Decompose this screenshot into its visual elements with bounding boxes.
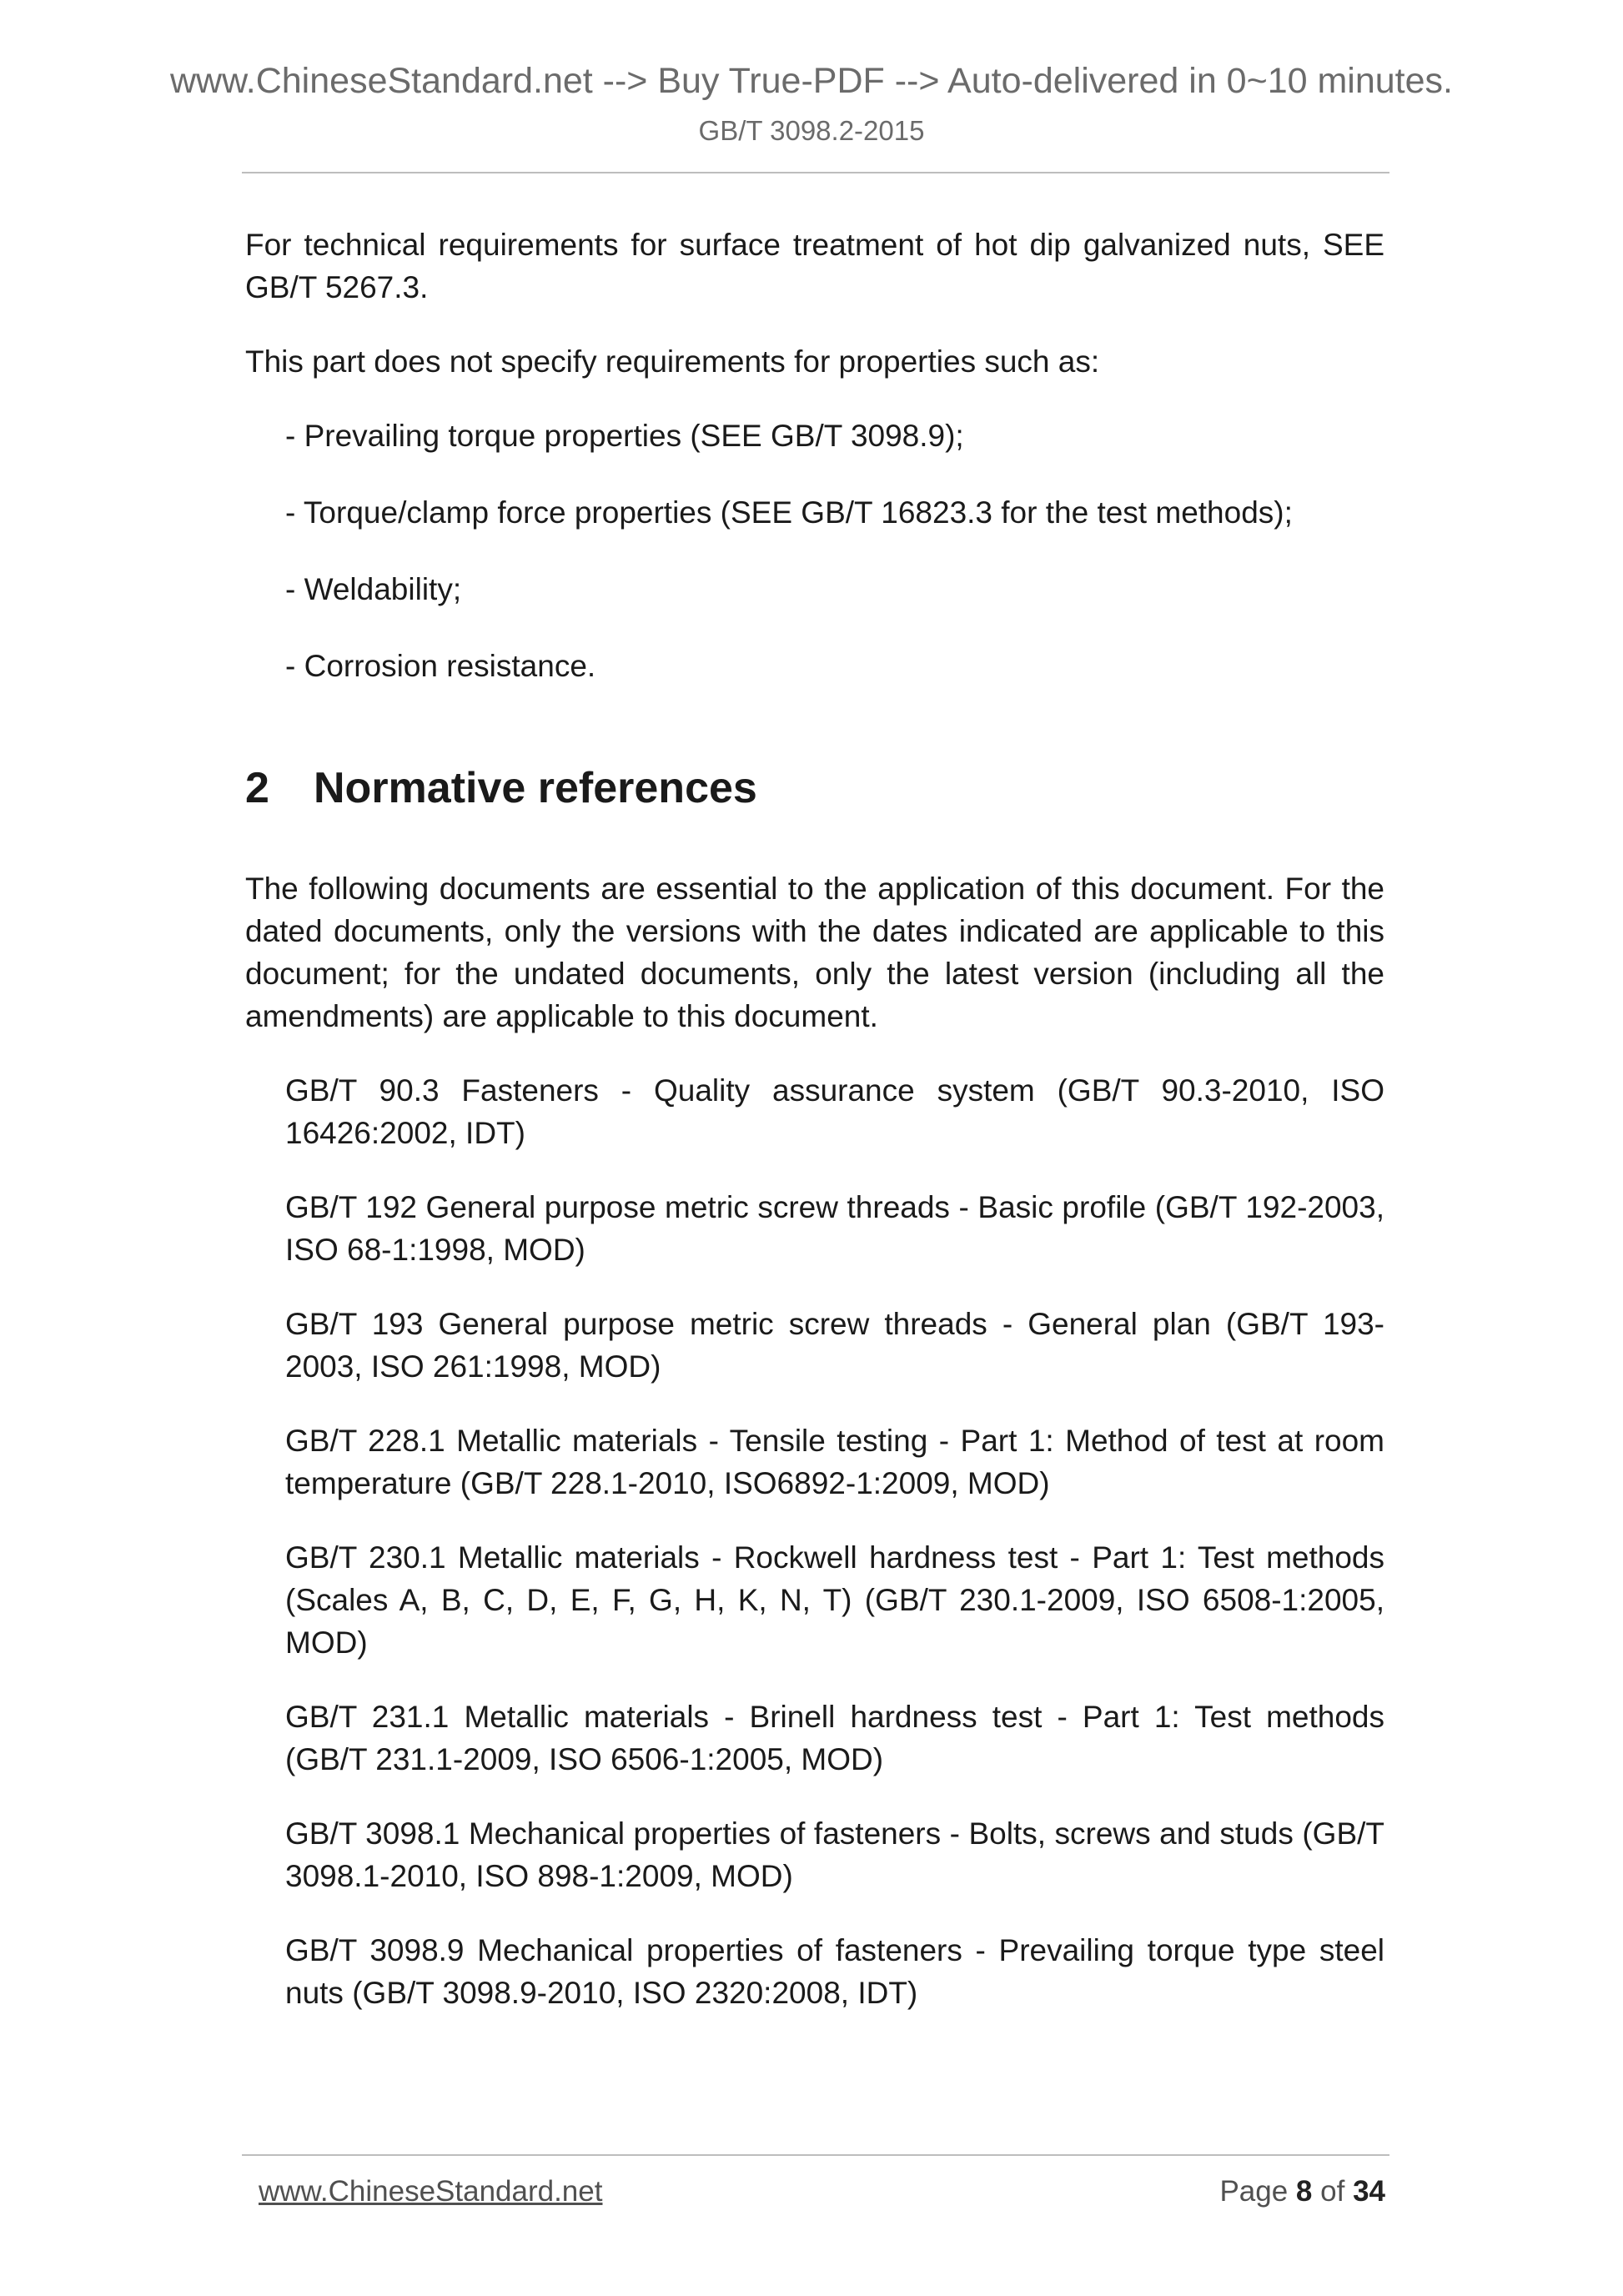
list-item: - Corrosion resistance.	[285, 649, 596, 683]
reference-item: GB/T 231.1 Metallic materials - Brinell hardness test - Part 1: Test methods (GB/T 231.1-2009, ISO 6506-1:2005, MOD)	[285, 1700, 1384, 1777]
page-number	[1219, 2177, 1385, 2206]
page-of-label: of	[1320, 2175, 1345, 2208]
list-item: - Torque/clamp force properties (SEE GB/T 16823.3 for the test methods);	[285, 495, 1293, 530]
section-number: 2	[245, 764, 269, 812]
list-item: - Weldability;	[285, 572, 462, 606]
total-pages: 34	[1353, 2175, 1385, 2208]
intro-paragraph: For technical requirements for surface treatment of hot dip galvanized nuts, SEE GB/T 5267.3.	[245, 228, 1384, 304]
reference-item: GB/T 192 General purpose metric screw threads - Basic profile (GB/T 192-2003, ISO 68-1:1998, MOD)	[285, 1190, 1384, 1268]
reference-item: GB/T 3098.1 Mechanical properties of fasteners - Bolts, screws and studs (GB/T 3098.1-2010, ISO 898-1:2009, MOD)	[285, 1816, 1384, 1894]
intro-paragraph: This part does not specify requirements for properties such as:	[245, 344, 1100, 379]
footer-divider	[242, 2154, 1389, 2156]
reference-item: GB/T 3098.9 Mechanical properties of fasteners - Prevailing torque type steel nuts (GB/T 3098.9-2010, ISO 2320:2008, IDT)	[285, 1933, 1384, 2011]
reference-item: GB/T 230.1 Metallic materials - Rockwell hardness test - Part 1: Test methods (Scales A, B, C, D, E, F, G, H, K, N, T) (GB/T 230.1-2009, ISO 6508-1:2005, MOD)	[285, 1540, 1384, 1660]
page-content	[245, 224, 1384, 2046]
footer-site-link[interactable]: www.ChineseStandard.net	[259, 2175, 603, 2208]
page-label: Page	[1219, 2175, 1289, 2208]
section-heading	[245, 762, 1384, 814]
list-item: - Prevailing torque properties (SEE GB/T 3098.9);	[285, 419, 964, 453]
reference-item: GB/T 193 General purpose metric screw threads - General plan (GB/T 193-2003, ISO 261:1998, MOD)	[285, 1307, 1384, 1384]
section-title: Normative references	[314, 764, 757, 812]
reference-item: GB/T 228.1 Metallic materials - Tensile testing - Part 1: Method of test at room temperature (GB/T 228.1-2010, ISO6892-1:2009, MOD)	[285, 1424, 1384, 1501]
document-id: GB/T 3098.2-2015	[698, 115, 925, 146]
header-divider	[242, 172, 1389, 173]
current-page: 8	[1295, 2175, 1313, 2208]
reference-item: GB/T 90.3 Fasteners - Quality assurance system (GB/T 90.3-2010, ISO 16426:2002, IDT)	[285, 1073, 1384, 1151]
section-intro: The following documents are essential to the application of this document. For the dated documents, only the versions with the dates indicated are applicable to this document; for the undated documents, only the latest version (including all the amendments) are applicable to this document.	[245, 872, 1384, 1034]
site-banner: www.ChineseStandard.net --> Buy True-PDF --> Auto-delivered in 0~10 minutes.	[169, 61, 1453, 101]
